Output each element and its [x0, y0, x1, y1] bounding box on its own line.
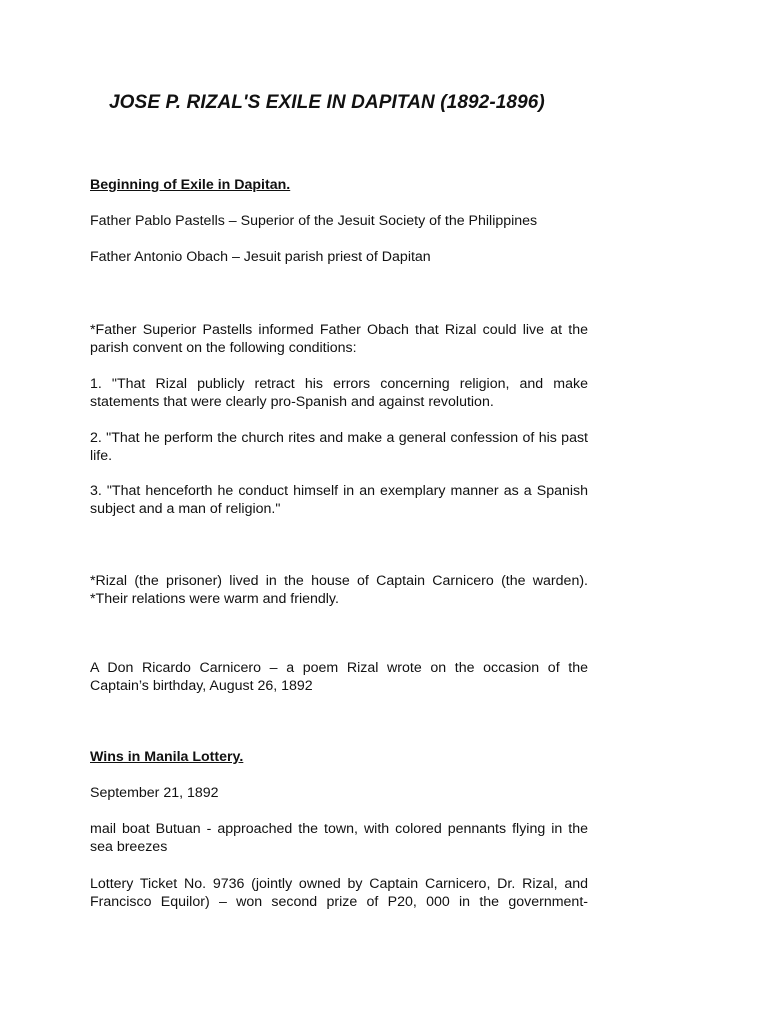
paragraph-date: September 21, 1892 [90, 785, 219, 801]
paragraph-lottery-ticket: Lottery Ticket No. 9736 (jointly owned by Captain Carnicero, Dr. Rizal, and Francisco Equilor) – won second prize of P20, 000 in the government- [90, 876, 588, 910]
paragraph-obach: Father Antonio Obach – Jesuit parish priest of Dapitan [90, 249, 431, 265]
document-title: JOSE P. RIZAL'S EXILE IN DAPITAN (1892-1896) [109, 92, 545, 113]
section-heading-beginning-of-exile: Beginning of Exile in Dapitan. [90, 177, 291, 193]
paragraph-relations: *Their relations were warm and friendly. [90, 591, 339, 607]
paragraph-condition-1: 1. "That Rizal publicly retract his errors concerning religion, and make statements that were clearly pro-Spanish and against revolution. [90, 376, 588, 410]
section-heading-lottery: Wins in Manila Lottery. [90, 749, 244, 765]
paragraph-condition-2: 2. "That he perform the church rites and make a general confession of his past life. [90, 430, 588, 464]
paragraph-poem: A Don Ricardo Carnicero – a poem Rizal wrote on the occasion of the Captain’s birthday, August 26, 1892 [90, 660, 588, 694]
paragraph-condition-3: 3. "That henceforth he conduct himself in an exemplary manner as a Spanish subject and a man of religion." [90, 483, 588, 517]
paragraph-conditions-intro: *Father Superior Pastells informed Father Obach that Rizal could live at the parish convent on the following conditions: [90, 322, 588, 356]
paragraph-pastells: Father Pablo Pastells – Superior of the Jesuit Society of the Philippines [90, 213, 538, 229]
paragraph-prisoner: *Rizal (the prisoner) lived in the house of Captain Carnicero (the warden). [90, 573, 588, 589]
paragraph-mailboat: mail boat Butuan - approached the town, with colored pennants flying in the sea breezes [90, 821, 588, 855]
